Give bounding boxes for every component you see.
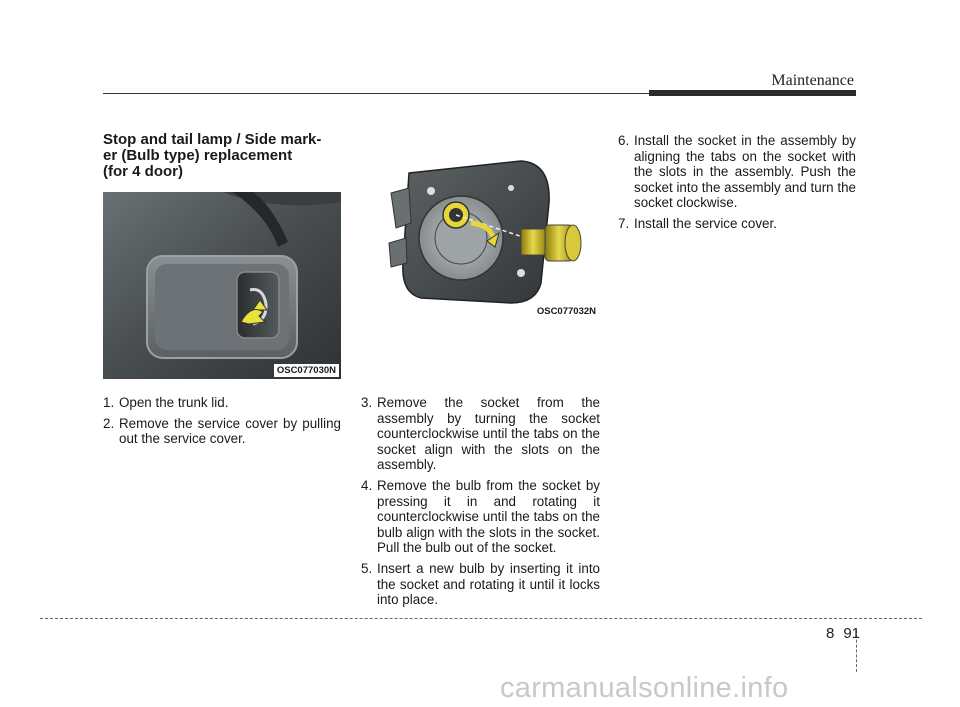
step-number: 6. xyxy=(618,133,630,148)
step-1 xyxy=(103,395,341,411)
step-4 xyxy=(361,478,600,556)
step-3 xyxy=(361,395,600,473)
step-number: 5. xyxy=(361,560,373,576)
figure-code: OSC077030N xyxy=(274,364,339,377)
trunk-service-cover-figure xyxy=(103,192,341,379)
step-number: 4. xyxy=(361,477,373,493)
step-text: Open the trunk lid. xyxy=(119,395,229,410)
step-6 xyxy=(618,133,856,211)
step-text: Remove the service cover by pulling out the service cover. xyxy=(119,415,341,447)
step-7 xyxy=(618,216,856,232)
chapter-number: 8 xyxy=(826,625,835,642)
step-number: 7. xyxy=(618,215,630,231)
page-number-value: 91 xyxy=(843,625,861,642)
page-title: Stop and tail lamp / Side mark- er (Bulb type) replacement (for 4 door) xyxy=(103,131,322,180)
socket-removal-figure xyxy=(361,133,600,320)
trunk-illustration xyxy=(103,192,341,379)
column-1 xyxy=(103,132,341,190)
section-header: Maintenance xyxy=(771,72,854,89)
header-rule-thick xyxy=(649,90,856,96)
socket-illustration xyxy=(361,133,600,320)
footer-rule xyxy=(40,618,922,619)
step-number: 2. xyxy=(103,415,115,431)
step-text: Insert a new bulb by inserting it into the socket and rotating it until it locks into place. xyxy=(377,560,600,608)
steps-column-3 xyxy=(618,133,856,237)
page-number xyxy=(826,625,860,642)
step-text: Install the socket in the assembly by aligning the tabs on the socket with the slots in the assembly. Push the socket into the assembly and turn the socket clockwise. xyxy=(634,133,856,211)
step-text: Install the service cover. xyxy=(634,215,777,231)
step-text: Remove the bulb from the socket by pressing it in and rotating it counterclockwise until the tabs on the bulb align with the slots in the socket. Pull the bulb out of the socket. xyxy=(377,477,600,556)
header-rule xyxy=(103,93,649,94)
step-number: 3. xyxy=(361,395,373,410)
watermark: carmanualsonline.info xyxy=(500,672,789,704)
step-2 xyxy=(103,416,341,447)
step-text: Remove the socket from the assembly by turning the socket counterclockwise until the tabs on the socket align with the slots on the assembly. xyxy=(377,395,600,473)
steps-column-1 xyxy=(103,395,341,452)
steps-column-2 xyxy=(361,395,600,613)
step-5 xyxy=(361,561,600,608)
step-number: 1. xyxy=(103,395,115,410)
figure-code: OSC077032N xyxy=(534,305,599,318)
